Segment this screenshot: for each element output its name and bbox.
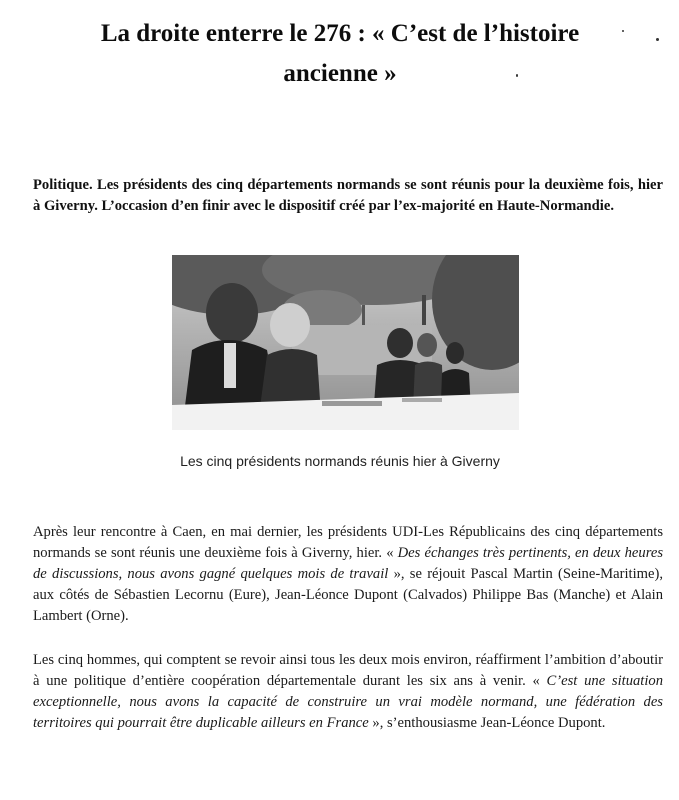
scan-speck	[656, 38, 659, 41]
scan-speck	[622, 30, 624, 32]
p1-quote: Des échanges très pertinents, en deux heures de discussions, nous avons gagné quelques mois de travail	[33, 545, 664, 582]
lead-text: Les présidents des cinq départements normands se sont réunis pour la deuxième fois, hier à Giverny. L’occasion d’en finir avec le dispositif créé par l’ex-majorité en Haute-Normandie.	[33, 177, 663, 214]
p2-text-a: Les cinq hommes, qui comptent se revoir ainsi tous les deux mois environ, réaffirment l’ambition d’aboutir à une politique d’entière coopération départementale durant les six ans à venir. «	[33, 652, 663, 689]
p2-text-b: », s’enthousiasme Jean-Léonce Dupont.	[368, 715, 606, 731]
p1-text-b: », se réjouit Pascal Martin (Seine-Maritime), aux côtés de Sébastien Lecornu (Eure), Jean-Léonce Dupont (Calvados) Philippe Bas (Manche) et Alain Lambert (Orne).	[33, 566, 663, 624]
article-photo	[172, 255, 519, 430]
headline-line-1: La droite enterre le 276 : « C’est de l’histoire	[100, 20, 580, 47]
lead-paragraph	[33, 175, 663, 216]
headline	[40, 14, 640, 94]
body-paragraph-1	[33, 522, 663, 627]
lead-kicker: Politique.	[33, 177, 93, 193]
photo-illustration	[172, 255, 519, 430]
photo-caption: Les cinq présidents normands réunis hier à Giverny	[180, 453, 500, 469]
headline-line-2: ancienne »	[283, 60, 397, 87]
p1-text-a: Après leur rencontre à Caen, en mai dernier, les présidents UDI-Les Républicains des cinq départements normands se sont réunis une deuxième fois à Giverny, hier. «	[33, 524, 663, 561]
scan-speck	[516, 74, 518, 77]
p2-quote: C’est une situation exceptionnelle, nous avons la capacité de construire un vrai modèle normand, une fédération des territoires qui pourrait être duplicable ailleurs en France	[33, 673, 663, 731]
body-paragraph-2	[33, 650, 663, 734]
